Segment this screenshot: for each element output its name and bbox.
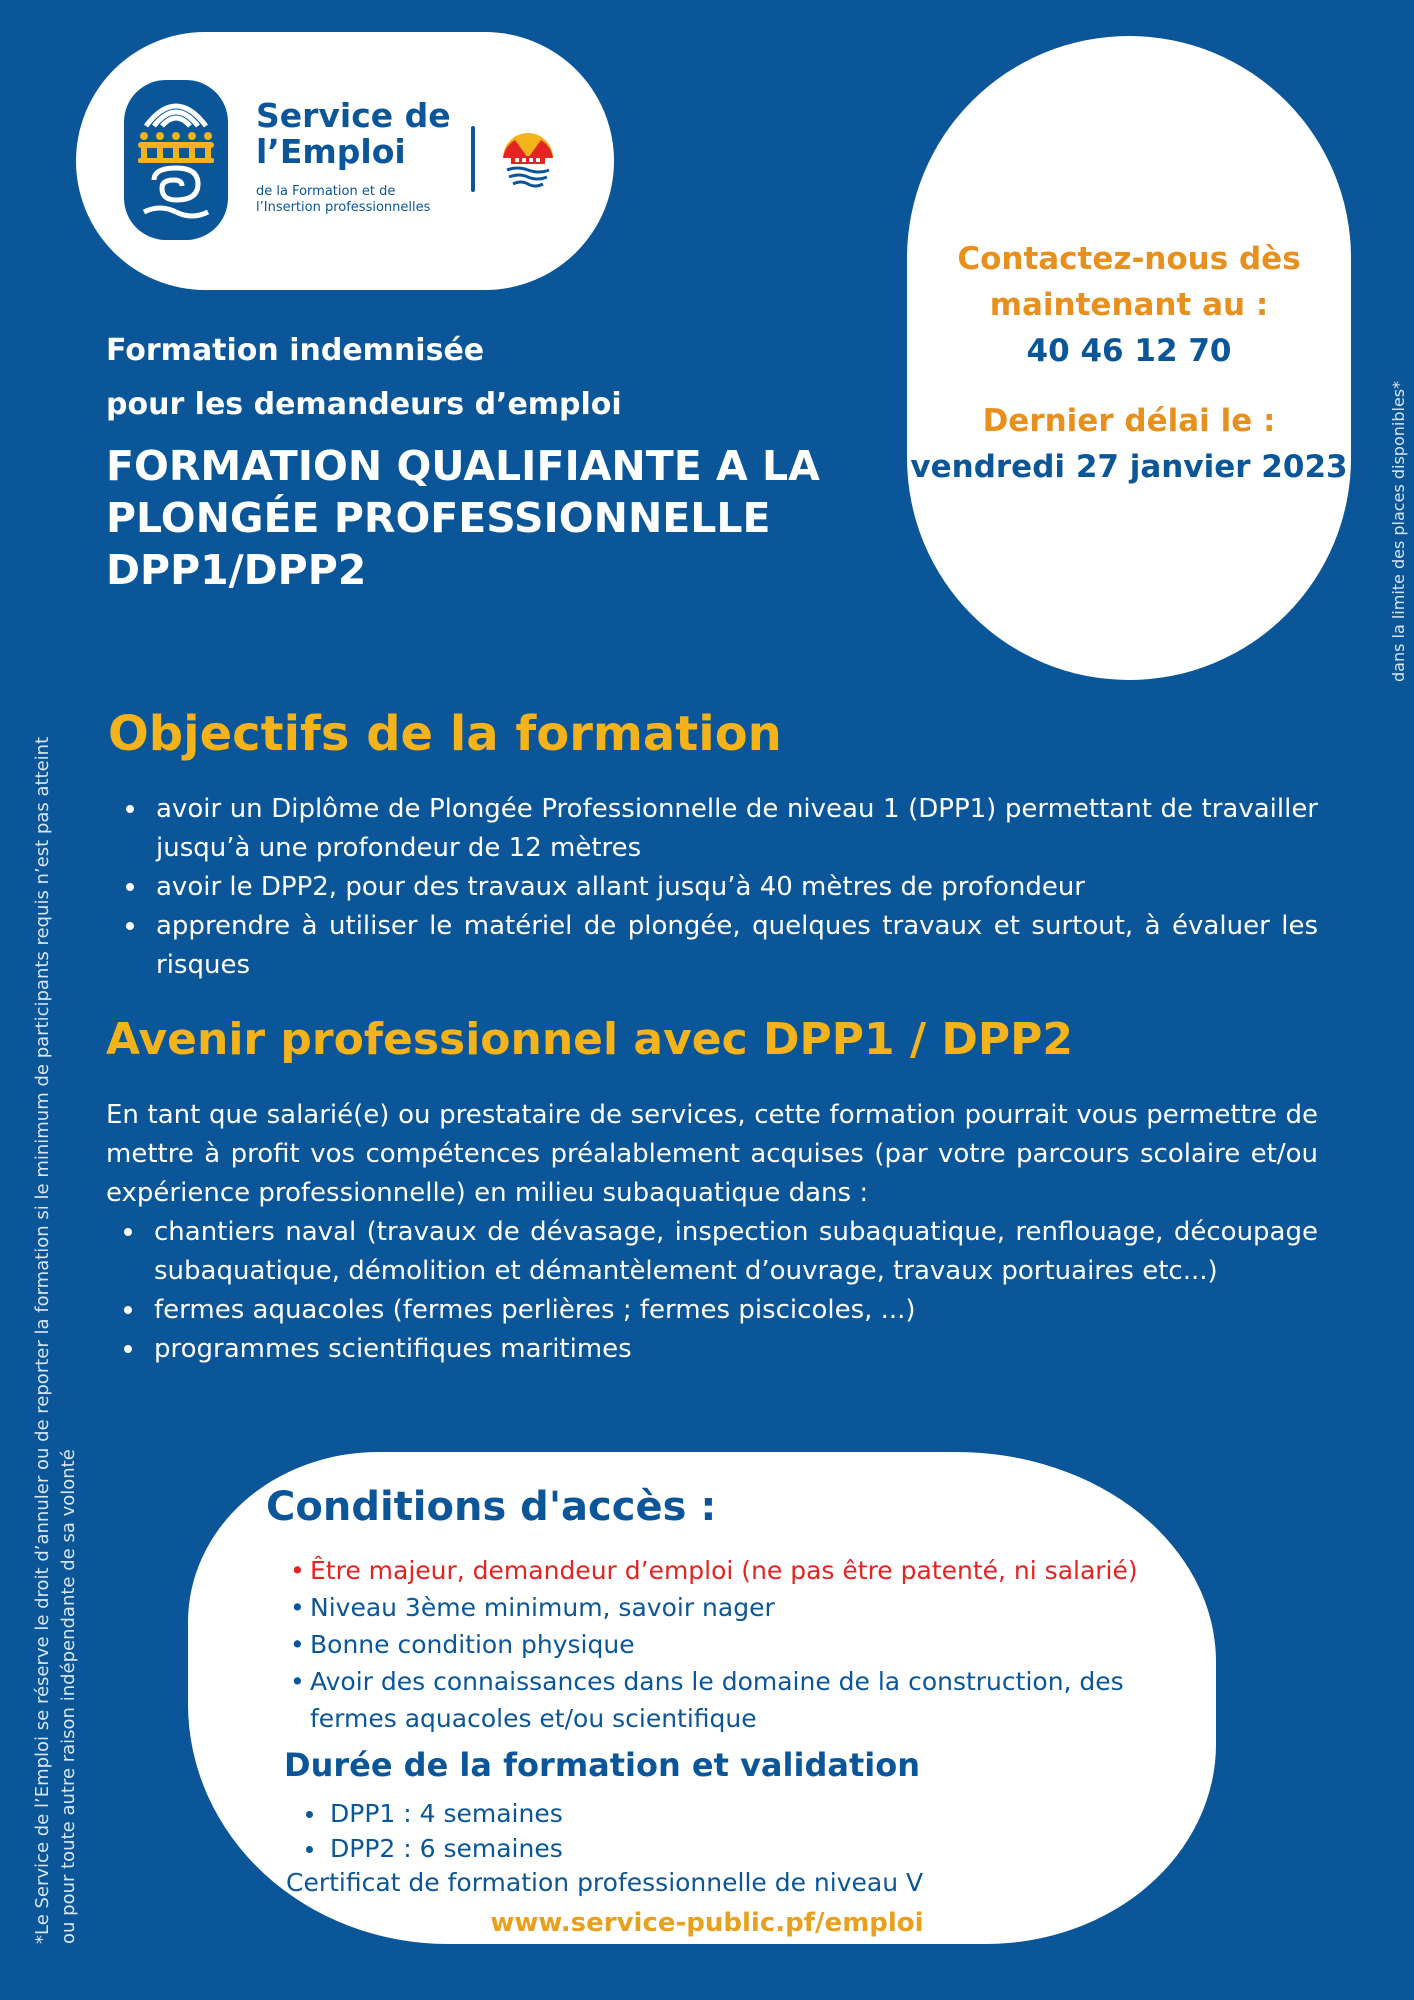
list-item: chantiers naval (travaux de dévasage, inspection subaquatique, renflouage, découpage subaquatique, démolition et démantèlement d’ouvrage, travaux portuaires etc...) xyxy=(104,1213,1318,1291)
avenir-paragraph: En tant que salarié(e) ou prestataire de services, cette formation pourrait vous permettre de mettre à profit vos compétences préalablement acquises (par votre parcours scolaire et/ou expérience professionnelle) en milieu subaquatique dans : xyxy=(106,1100,1318,1208)
duree-list xyxy=(300,1796,563,1866)
certificate-text: Certificat de formation professionnelle de niveau V xyxy=(286,1868,924,1897)
polynesia-seal-icon xyxy=(495,128,561,198)
list-item: • Niveau 3ème minimum, savoir nager xyxy=(290,1589,1190,1626)
list-item: fermes aquacoles (fermes perlières ; fermes piscicoles, ...) xyxy=(104,1291,1318,1330)
deadline-label: Dernier délai le : xyxy=(982,403,1276,439)
list-item: DPP1 : 4 semaines xyxy=(300,1796,563,1831)
logo-subtitle: de la Formation et de l’Insertion professionnelles xyxy=(256,184,431,215)
page-title: FORMATION QUALIFIANTE A LA PLONGÉE PROFESSIONNELLE DPP1/DPP2 xyxy=(106,442,820,594)
logo-divider xyxy=(471,126,475,192)
contact-line1: Contactez-nous dès xyxy=(957,241,1301,277)
list-item: apprendre à utiliser le matériel de plongée, quelques travaux et surtout, à évaluer les risques xyxy=(106,907,1318,985)
side-note-left-line1: *Le Service de l’Emploi se réserve le droit d’annuler ou de reporter la formation si le minimum de participants requis n’est pas atteint xyxy=(32,736,53,1944)
website-link[interactable]: www.service-public.pf/emploi xyxy=(490,1908,924,1938)
contact-card xyxy=(907,36,1351,680)
list-item: DPP2 : 6 semaines xyxy=(300,1831,563,1866)
avenir-list xyxy=(104,1213,1318,1369)
list-item: programmes scientifiques maritimes xyxy=(104,1330,1318,1369)
list-item: • Avoir des connaissances dans le domaine de la construction, des fermes aquacoles et/ou scientifique xyxy=(290,1663,1190,1737)
contact-block xyxy=(907,236,1351,490)
list-item: • Être majeur, demandeur d’emploi (ne pas être patenté, ni salarié) xyxy=(290,1552,1190,1589)
logo-card xyxy=(76,32,614,290)
list-item: • Bonne condition physique xyxy=(290,1626,1190,1663)
conditions-list xyxy=(290,1552,1190,1737)
contact-line2: maintenant au : xyxy=(989,287,1269,323)
service-emploi-emblem-icon xyxy=(124,80,228,240)
logo-title: Service de l’Emploi xyxy=(256,96,451,171)
list-item: avoir un Diplôme de Plongée Professionnelle de niveau 1 (DPP1) permettant de travailler jusqu’à une profondeur de 12 mètres xyxy=(106,790,1318,868)
conditions-heading: Conditions d'accès : xyxy=(266,1484,717,1530)
intro-text: Formation indemnisée pour les demandeurs d’emploi xyxy=(106,333,622,422)
contact-phone[interactable]: 40 46 12 70 xyxy=(1026,333,1232,369)
objectifs-list xyxy=(106,790,1318,985)
objectifs-heading: Objectifs de la formation xyxy=(108,706,782,762)
duree-heading: Durée de la formation et validation xyxy=(284,1746,920,1784)
avenir-heading: Avenir professionnel avec DPP1 / DPP2 xyxy=(106,1014,1074,1065)
list-item: avoir le DPP2, pour des travaux allant jusqu’à 40 mètres de profondeur xyxy=(106,868,1318,907)
deadline-date: vendredi 27 janvier 2023 xyxy=(910,449,1348,485)
side-note-left-line2: ou pour toute autre raison indépendante de sa volonté xyxy=(58,1449,79,1944)
